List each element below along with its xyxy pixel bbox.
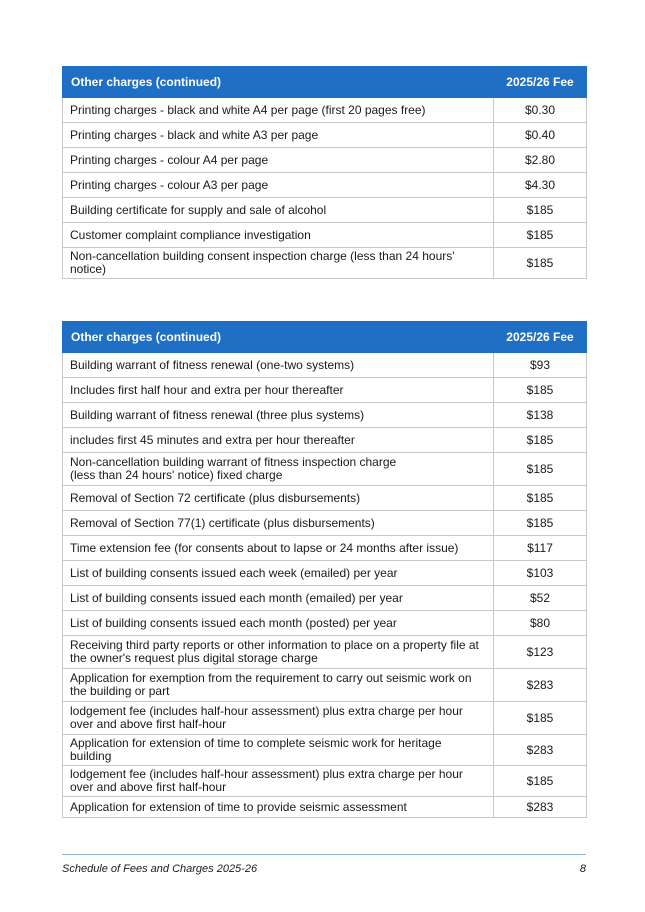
- row-fee: $283: [494, 669, 587, 702]
- row-fee: $52: [494, 586, 587, 611]
- row-fee: $93: [494, 353, 587, 378]
- row-fee: $138: [494, 403, 587, 428]
- row-description: Non-cancellation building consent inspection charge (less than 24 hours' notice): [63, 248, 494, 279]
- row-description: Customer complaint compliance investigation: [63, 223, 494, 248]
- row-description: Printing charges - colour A4 per page: [63, 148, 494, 173]
- row-description-line-2: (less than 24 hours' notice) fixed charge: [70, 468, 283, 482]
- table-row: [63, 735, 587, 766]
- row-fee: $123: [494, 636, 587, 669]
- column-header-fee: 2025/26 Fee: [494, 67, 587, 98]
- row-description: Receiving third party reports or other information to place on a property file at the owner's request plus digital storage charge: [63, 636, 494, 669]
- table-row: [63, 636, 587, 669]
- row-description-line-1: Non-cancellation building warrant of fitness inspection charge: [70, 455, 397, 469]
- row-fee: $185: [494, 378, 587, 403]
- table-header-row: [63, 67, 587, 98]
- table-row: [63, 353, 587, 378]
- table-row: [63, 702, 587, 735]
- row-description: Time extension fee (for consents about to lapse or 24 months after issue): [63, 536, 494, 561]
- table-row: [63, 453, 587, 486]
- row-description: Application for extension of time to complete seismic work for heritage building: [63, 735, 494, 766]
- row-fee: $185: [494, 702, 587, 735]
- table-row: [63, 586, 587, 611]
- row-fee: $103: [494, 561, 587, 586]
- table-row: [63, 669, 587, 702]
- column-header-description: Other charges (continued): [63, 322, 494, 353]
- row-fee: $283: [494, 735, 587, 766]
- table-row: [63, 561, 587, 586]
- table-row: [63, 198, 587, 223]
- table-row: [63, 173, 587, 198]
- fees-table-2: [62, 321, 587, 818]
- column-header-fee: 2025/26 Fee: [494, 322, 587, 353]
- footer-document-title: Schedule of Fees and Charges 2025-26: [62, 863, 258, 875]
- footer-divider: [62, 854, 586, 855]
- table-row: [63, 511, 587, 536]
- row-fee: $2.80: [494, 148, 587, 173]
- row-fee: $80: [494, 611, 587, 636]
- table-row: [63, 123, 587, 148]
- row-description: Removal of Section 77(1) certificate (plus disbursements): [63, 511, 494, 536]
- row-description: Building warrant of fitness renewal (three plus systems): [63, 403, 494, 428]
- row-description: List of building consents issued each month (posted) per year: [63, 611, 494, 636]
- row-description: [63, 453, 494, 486]
- column-header-description: Other charges (continued): [63, 67, 494, 98]
- table-row: [63, 148, 587, 173]
- row-description: Includes first half hour and extra per hour thereafter: [63, 378, 494, 403]
- row-description: Application for exemption from the requirement to carry out seismic work on the building or part: [63, 669, 494, 702]
- row-description: Removal of Section 72 certificate (plus disbursements): [63, 486, 494, 511]
- table-row: [63, 98, 587, 123]
- row-fee: $0.30: [494, 98, 587, 123]
- row-description: Printing charges - colour A3 per page: [63, 173, 494, 198]
- row-fee: $185: [494, 486, 587, 511]
- table-row: [63, 378, 587, 403]
- table-row: [63, 486, 587, 511]
- table-row: [63, 248, 587, 279]
- table-row: [63, 223, 587, 248]
- row-fee: $283: [494, 797, 587, 818]
- table-row: [63, 428, 587, 453]
- row-fee: $117: [494, 536, 587, 561]
- row-fee: $185: [494, 248, 587, 279]
- row-description: Printing charges - black and white A4 per page (first 20 pages free): [63, 98, 494, 123]
- table-header-row: [63, 322, 587, 353]
- row-description: List of building consents issued each week (emailed) per year: [63, 561, 494, 586]
- row-description: Building warrant of fitness renewal (one-two systems): [63, 353, 494, 378]
- row-fee: $185: [494, 511, 587, 536]
- row-fee: $185: [494, 198, 587, 223]
- table-row: [63, 611, 587, 636]
- row-fee: $0.40: [494, 123, 587, 148]
- row-description: Printing charges - black and white A3 per page: [63, 123, 494, 148]
- table-row: [63, 797, 587, 818]
- table-row: [63, 403, 587, 428]
- row-description: Application for extension of time to provide seismic assessment: [63, 797, 494, 818]
- row-fee: $185: [494, 766, 587, 797]
- fees-table-1: [62, 66, 587, 279]
- row-fee: $4.30: [494, 173, 587, 198]
- row-description: Building certificate for supply and sale of alcohol: [63, 198, 494, 223]
- row-fee: $185: [494, 453, 587, 486]
- table-row: [63, 536, 587, 561]
- row-description: lodgement fee (includes half-hour assessment) plus extra charge per hour over and above first half-hour: [63, 702, 494, 735]
- table-row: [63, 766, 587, 797]
- row-description: includes first 45 minutes and extra per hour thereafter: [63, 428, 494, 453]
- footer-page-number: 8: [579, 863, 586, 875]
- row-description: List of building consents issued each month (emailed) per year: [63, 586, 494, 611]
- row-fee: $185: [494, 428, 587, 453]
- row-description: lodgement fee (includes half-hour assessment) plus extra charge per hour over and above first half-hour: [63, 766, 494, 797]
- row-fee: $185: [494, 223, 587, 248]
